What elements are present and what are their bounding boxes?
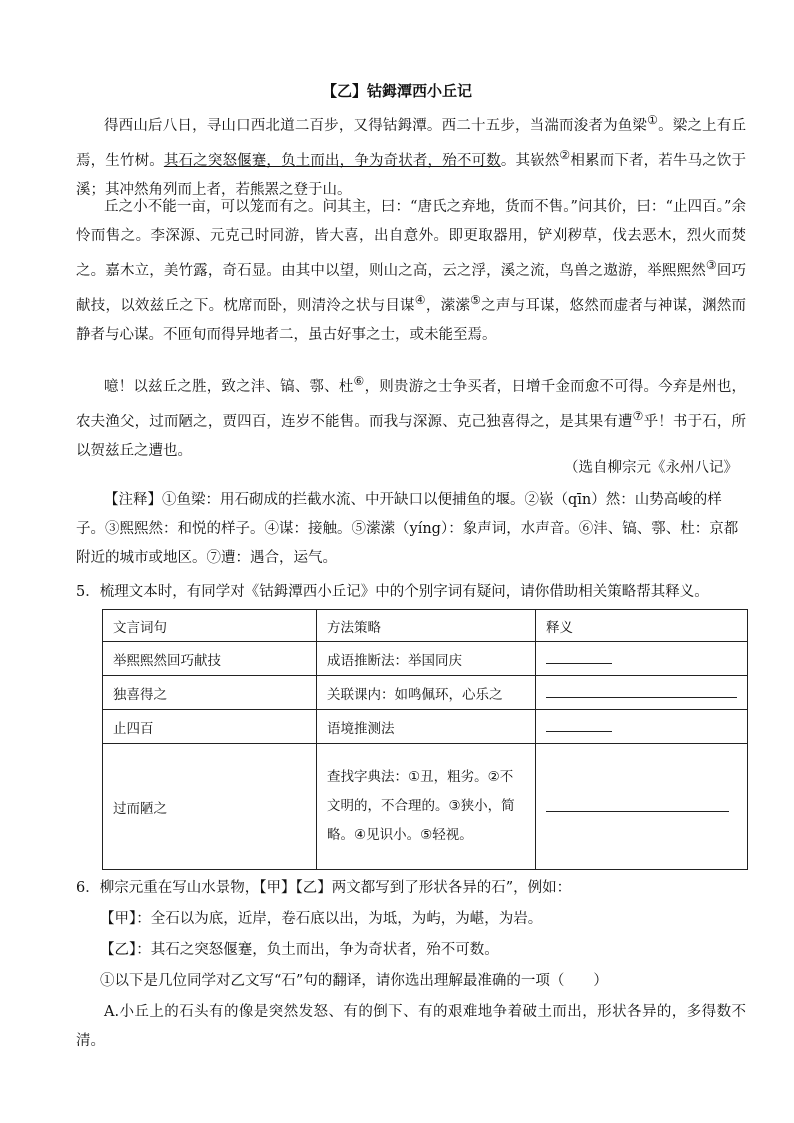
option-a[interactable]: A.小丘上的石头有的像是突然发怒、有的倒下、有的艰难地争着破土而出，形状各异的，多得数不清。 — [76, 1004, 746, 1049]
underlined-sentence: 其石之突怒偃蹇，负土而出，争为奇状者，殆不可数 — [163, 152, 501, 169]
table-row — [103, 744, 748, 870]
method-cell: 查找字典法：①丑，粗劣。②不文明的，不合理的。③狭小，简略。④见识小。⑤轻视。 — [317, 744, 536, 870]
passage-source: （选自柳宗元《永州八记》 — [564, 460, 738, 476]
passage-paragraph-3: 噫！以兹丘之胜，致之沣、镐、鄠、杜⑥，则贵游之士争买者，日增千金而愈不可得。今弃是州也，农夫渔父，过而陋之，贾四百，连岁不能售。而我与深源、克己独喜得之，是其果有遭⑦乎！书于石，所以贺兹丘之遭也。 — [76, 374, 747, 459]
word-cell: 独喜得之 — [103, 676, 317, 710]
answer-blank[interactable] — [546, 797, 729, 812]
word-cell: 止四百 — [103, 710, 317, 744]
method-cell: 关联课内：如鸣佩环，心乐之 — [317, 676, 536, 710]
table-row — [103, 710, 748, 744]
table-row — [103, 676, 748, 710]
question-6-stem: 6．柳宗元重在写山水景物，【甲】【乙】两文都写到了形状各异的石”，例如： — [76, 880, 572, 896]
vocab-table — [102, 609, 748, 870]
answer-cell[interactable] — [536, 744, 748, 870]
word-cell: 过而陋之 — [103, 744, 317, 870]
word-cell: 举熙熙然回巧献技 — [103, 642, 317, 676]
question-6-sub1: ①以下是几位同学对乙文写“石”句的翻译，请你选出理解最准确的一项（ ） — [100, 973, 608, 989]
answer-blank[interactable] — [546, 717, 612, 732]
passage-title: 【乙】钴鉧潭西小丘记 — [321, 82, 472, 100]
table-header-row — [103, 610, 748, 642]
method-cell: 语境推测法 — [317, 710, 536, 744]
answer-blank[interactable] — [546, 649, 612, 664]
answer-cell[interactable] — [536, 676, 748, 710]
header-cell: 释义 — [536, 610, 748, 642]
header-cell: 文言词句 — [103, 610, 317, 642]
question-6-yi: 【乙】：其石之突怒偃蹇，负土而出，争为奇状者，殆不可数。 — [100, 942, 499, 958]
passage-paragraph-1: 得西山后八日，寻山口西北道二百步，又得钴鉧潭。西二十五步，当湍而浚者为鱼梁①。梁之上有丘焉，生竹树。其石之突怒偃蹇，负土而出，争为奇状者，殆不可数。其嵚然②相累而下者，若牛马之饮于溪；其冲然角列而上者，若熊罴之登于山。 — [76, 113, 747, 198]
annotation-notes: 【注释】①鱼梁：用石砌成的拦截水流、中开缺口以便捕鱼的堰。②嵚（qīn）然：山势高峻的样子。③熙熙然：和悦的样子。④谋：接触。⑤潆潆（yíng）：象声词，水声音。⑥沣、镐、鄠、杜：京都附近的城市或地区。⑦遭：遇合，运气。 — [76, 492, 739, 566]
method-cell: 成语推断法：举国同庆 — [317, 642, 536, 676]
answer-blank[interactable] — [546, 683, 737, 698]
answer-cell[interactable] — [536, 642, 748, 676]
passage-paragraph-2: 丘之小不能一亩，可以笼而有之。问其主，曰：“唐氏之弃地，货而不售。”问其价，曰：“止四百。”余怜而售之。李深源、元克己时同游，皆大喜，出自意外。即更取器用，铲刈秽草，伐去恶木，烈火而焚之。嘉木立，美竹露，奇石显。由其中以望，则山之高，云之浮，溪之流，鸟兽之遨游，举熙熙然③回巧献技，以效兹丘之下。枕席而卧，则清泠之状与目谋④，潆潆⑤之声与耳谋，悠然而虚者与神谋，渊然而静者与心谋。不匝旬而得异地者二，虽古好事之士，或未能至焉。 — [76, 199, 747, 343]
header-cell: 方法策略 — [317, 610, 536, 642]
answer-cell[interactable] — [536, 710, 748, 744]
question-6-jia: 【甲】：全石以为底，近岸，卷石底以出，为坻，为屿，为嵁，为岩。 — [100, 911, 543, 927]
question-5-stem: 5．梳理文本时，有同学对《钴鉧潭西小丘记》中的个别字词有疑问，请你借助相关策略帮其释义。 — [76, 584, 709, 600]
table-row — [103, 642, 748, 676]
